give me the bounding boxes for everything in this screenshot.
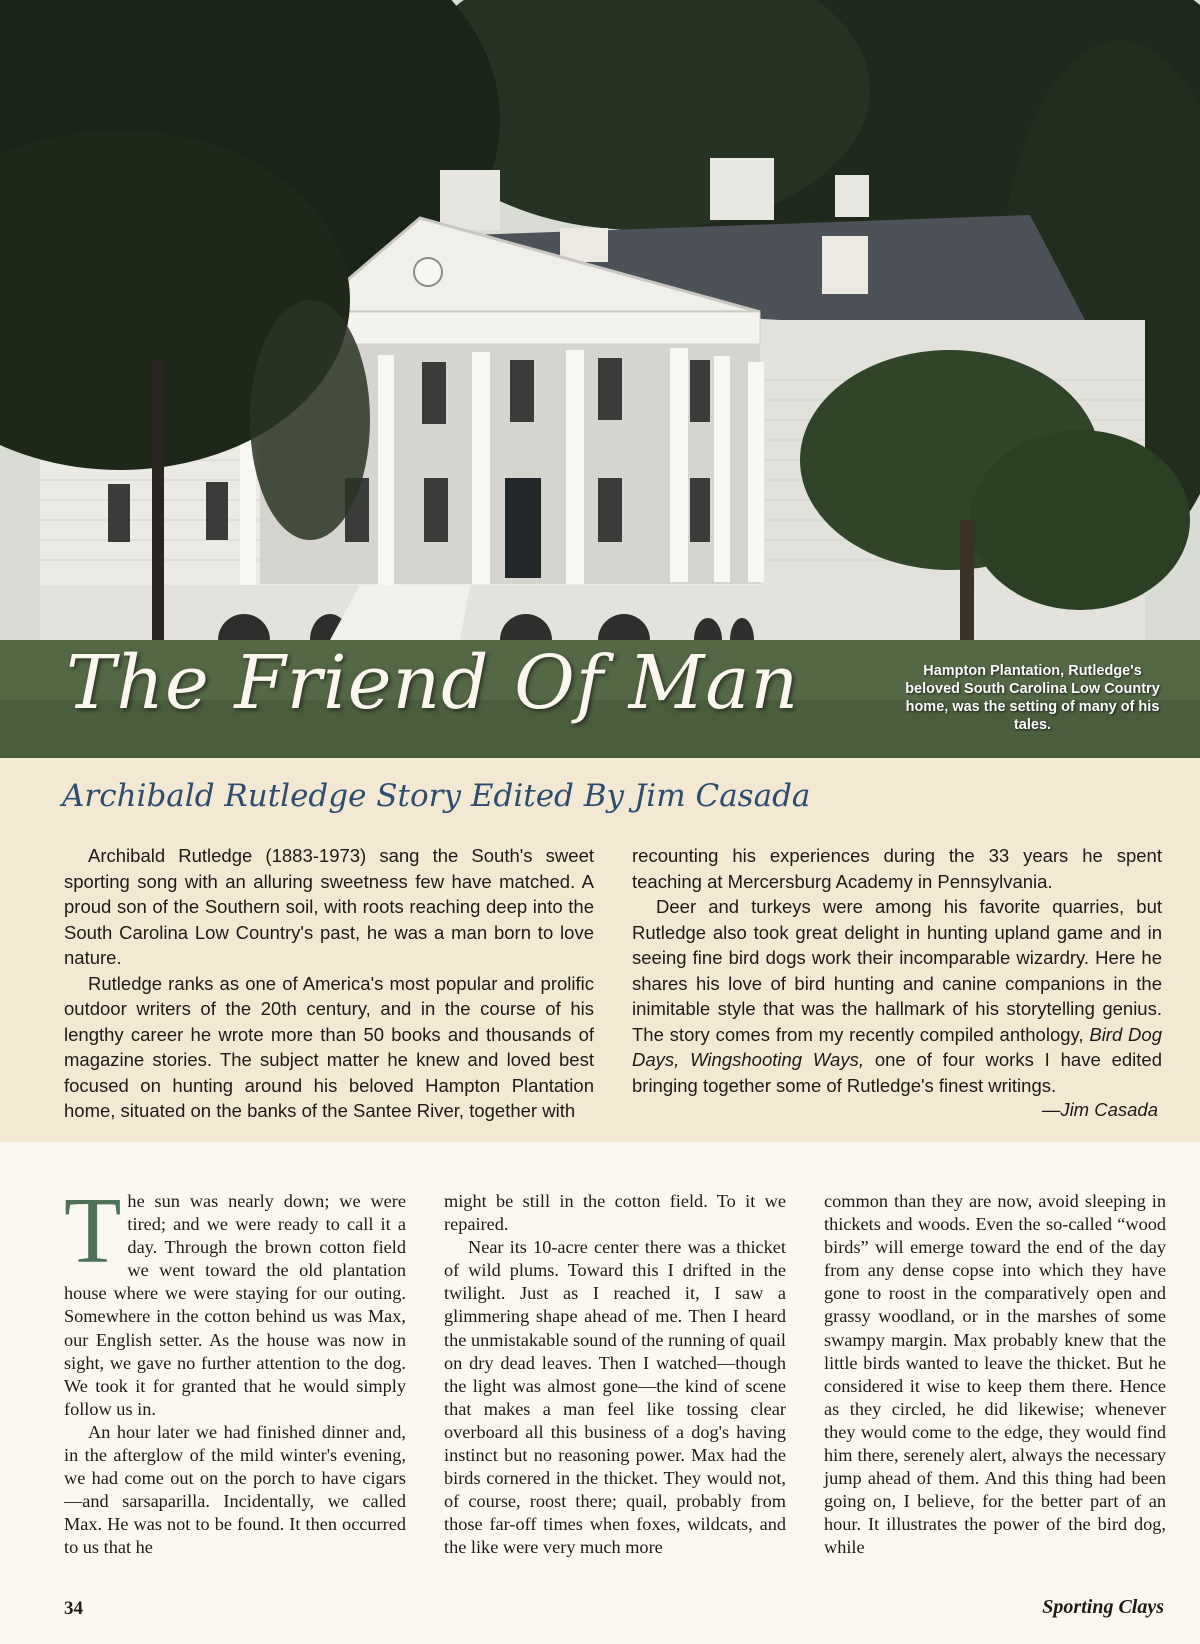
drop-cap: T <box>64 1179 122 1283</box>
intro-paragraph-continued: recounting his experiences during the 33 years he spent teaching at Mercersburg Academy in Pennsylvania. <box>632 845 1162 892</box>
book-title: Bird Dog Days, Wingshooting Ways, <box>632 1023 1162 1070</box>
story-paragraph <box>64 1179 406 1421</box>
hero-photo <box>0 0 1200 758</box>
intro-paragraph <box>632 894 1162 1098</box>
page-number: 34 <box>64 1598 83 1619</box>
story-paragraph: Near its 10-acre center there was a thicket of wild plums. Toward this I drifted in the twilight. Just as I reached it, I saw a glimmering shape ahead of me. Then I heard the unmistakable sound of the running of quail on dry dead leaves. Then I watched—though the light was almost gone—the kind of scene that makes a man feel like tossing clear overboard all this business of a dog's having instinct but no reasoning power. Max had the birds cornered in the thicket. They would not, of course, roost there; quail, probably from those far-off times when foxes, wildcats, and the like were very much more <box>444 1237 786 1558</box>
photo-caption: Hampton Plantation, Rutledge's beloved South Carolina Low Country home, was the setting of many of his tales. <box>905 663 1160 733</box>
intro-paragraph: Rutledge ranks as one of America's most popular and prolific outdoor writers of the 20th century, and in the course of his lengthy career he wrote more than 50 books and thousands of magazine stories. The subject matter he knew and loved best focused on hunting around his beloved Hampton Plantation home, situated on the banks of the Santee River, together with <box>64 972 594 1121</box>
editor-signature: —Jim Casada <box>1041 1099 1158 1120</box>
story-paragraph: An hour later we had finished dinner and, in the afterglow of the mild winter's evening, we had come out on the porch to have cigars—and sarsaparilla. Incidentally, we called Max. He was not to be found. It then occurred to us that he <box>64 1421 406 1558</box>
story-column-2 <box>444 1190 786 1560</box>
story-text: he sun was nearly down; we were tired; and we were ready to call it a day. Through the brown cotton field we went toward the old plantation house where we were staying for our outing. Somewhere in the cotton behind us was Max, our English setter. As the house was now in sight, we gave no further attention to the dog. We took it for granted that he would simply follow us in. <box>64 1191 406 1419</box>
intro-text: one of four works I have edited bringing together some of Rutledge's finest writings. <box>632 1049 1163 1096</box>
publication-name: Sporting Clays <box>1042 1596 1164 1618</box>
story-column-1 <box>64 1179 406 1560</box>
intro-text: Deer and turkeys were among his favorite quarries, but Rutledge also took great delight in hunting upland game and in seeing fine bird dogs work their incomparable wizardry. Here he shares his love of bird hunting and canine companions in the inimitable style that was the hallmark of his storytelling genius. The story comes from my recently compiled anthology, <box>632 896 1162 1045</box>
article-subtitle: Archibald Rutledge Story Edited By Jim Casada <box>62 778 811 814</box>
intro-column-left <box>64 843 594 1124</box>
story-column-3 <box>824 1190 1166 1560</box>
intro-panel <box>0 758 1200 1142</box>
story-paragraph-continued: might be still in the cotton field. To it we repaired. <box>444 1191 786 1235</box>
story-paragraph-continued: common than they are now, avoid sleeping in thickets and woods. Even the so-called “wood birds” will emerge toward the end of the day from any dense copse into which they have gone to roost in the comparatively open and grassy woodland, or in the marshes of some swampy margin. Max probably knew that the little birds wanted to leave the thicket. But he considered it wise to keep them there. Hence as they circled, he did likewise; whenever they would come to the edge, they would find him there, serenely alert, always the necessary jump ahead of them. And this thing had been going on, I believe, for the better part of an hour. It illustrates the power of the bird dog, while <box>824 1191 1166 1558</box>
article-headline: The Friend Of Man <box>66 640 800 726</box>
intro-paragraph: Archibald Rutledge (1883-1973) sang the South's sweet sporting song with an alluring sweetness few have matched. A proud son of the Southern soil, with roots reaching deep into the South Carolina Low Country's past, he was a man born to love nature. <box>64 845 594 968</box>
intro-column-right <box>632 843 1162 1098</box>
